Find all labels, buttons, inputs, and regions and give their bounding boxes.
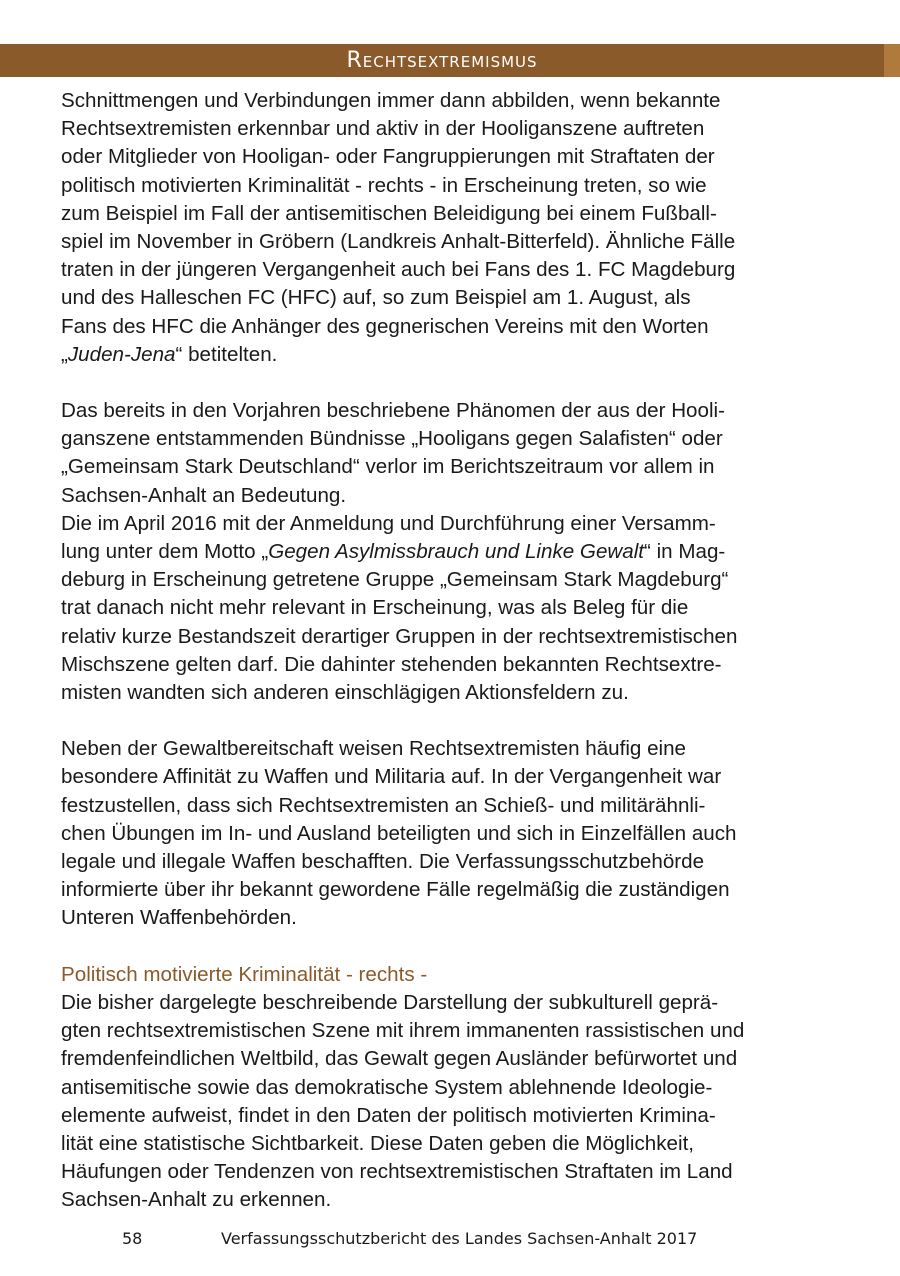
text-line: zum Beispiel im Fall der antisemitischen Beleidigung bei einem Fußball-	[61, 201, 717, 225]
text-line: chen Übungen im In- und Ausland beteiligten und sich in Einzelfällen auch	[61, 821, 737, 845]
text-line: lität eine statistische Sichtbarkeit. Diese Daten geben die Möglichkeit,	[61, 1131, 695, 1155]
text-line: Sachsen-Anhalt zu erkennen.	[61, 1188, 332, 1212]
text-line: spiel im November in Gröbern (Landkreis Anhalt-Bitterfeld). Ähnliche Fälle	[61, 230, 736, 254]
text-line: Unteren Waffenbehörden.	[61, 906, 297, 930]
paragraph-gap	[61, 707, 851, 735]
text-line: elemente aufweist, findet in den Daten der politisch motivierten Krimina-	[61, 1103, 716, 1127]
text-line: informierte über ihr bekannt gewordene Fälle regelmäßig die zuständigen	[61, 878, 730, 902]
section-header-bar	[0, 44, 884, 77]
text-line: Schnittmengen und Verbindungen immer dann abbilden, wenn bekannte	[61, 89, 721, 112]
text-line: festzustellen, dass sich Rechtsextremisten an Schieß- und militärähnli-	[61, 793, 706, 817]
text-line	[61, 538, 851, 566]
text-line: trat danach nicht mehr relevant in Erscheinung, was als Beleg für die	[61, 596, 689, 620]
text-line: Die im April 2016 mit der Anmeldung und Durchführung einer Versamm-	[61, 511, 716, 535]
text-line: legale und illegale Waffen beschafften. Die Verfassungsschutzbehörde	[61, 850, 705, 874]
header-edge-accent	[884, 44, 900, 77]
text-line: fremdenfeindlichen Weltbild, das Gewalt gegen Ausländer befürwortet und	[61, 1047, 738, 1071]
text-line	[61, 341, 851, 369]
text-line: Mischszene gelten darf. Die dahinter stehenden bekannten Rechtsextre-	[61, 652, 722, 676]
text-line: antisemitische sowie das demokratische System ablehnende Ideologie-	[61, 1075, 713, 1099]
text-line: Häufungen oder Tendenzen von rechtsextremistischen Straftaten im Land	[61, 1160, 733, 1184]
text-line: misten wandten sich anderen einschlägigen Aktionsfeldern zu.	[61, 681, 629, 705]
text-line: besondere Affinität zu Waffen und Militaria auf. In der Vergangenheit war	[61, 765, 722, 789]
text-line: Neben der Gewaltbereitschaft weisen Rechtsextremisten häufig eine	[61, 737, 687, 761]
paragraph-3	[61, 735, 851, 932]
line-start: lung unter dem Motto „	[61, 540, 269, 564]
quoted-phrase: Juden-Jena	[67, 342, 176, 366]
paragraph-1	[61, 87, 851, 369]
text-line: Rechtsextremisten erkennbar und aktiv in der Hooliganszene auftreten	[61, 117, 705, 141]
page-footer	[0, 1229, 900, 1253]
main-content	[61, 87, 851, 1215]
text-line: deburg in Erscheinung getretene Gruppe „Gemeinsam Stark Magdeburg“	[61, 568, 729, 592]
text-line: Fans des HFC die Anhänger des gegnerischen Vereins mit den Worten	[61, 314, 709, 338]
text-line: traten in der jüngeren Vergangenheit auch bei Fans des 1. FC Magdeburg	[61, 258, 736, 282]
paragraph-gap	[61, 933, 851, 961]
subheading: Politisch motivierte Kriminalität - rechts -	[61, 962, 428, 986]
text-line: oder Mitglieder von Hooligan- oder Fangruppierungen mit Straftaten der	[61, 145, 715, 169]
paragraph-2	[61, 397, 851, 707]
open-quote: „	[61, 342, 68, 366]
paragraph-gap	[61, 369, 851, 397]
text-line: Das bereits in den Vorjahren beschriebene Phänomen der aus der Hooli-	[61, 399, 725, 423]
text-line: Sachsen-Anhalt an Bedeutung.	[61, 483, 347, 507]
text-line: gten rechtsextremistischen Szene mit ihrem immanenten rassistischen und	[61, 1019, 745, 1043]
text-line: relativ kurze Bestandszeit derartiger Gruppen in der rechtsextremistischen	[61, 624, 738, 648]
line-end: “ betitelten.	[175, 342, 278, 366]
text-line: „Gemeinsam Stark Deutschland“ verlor im Berichtszeitraum vor allem in	[61, 455, 715, 479]
text-line: politisch motivierten Kriminalität - rechts - in Erscheinung treten, so wie	[61, 173, 707, 197]
section-title: Rechtsextremismus	[346, 48, 538, 73]
text-line: ganszene entstammenden Bündnisse „Hooligans gegen Salafisten“ oder	[61, 427, 723, 451]
text-line: Die bisher dargelegte beschreibende Darstellung der subkulturell geprä-	[61, 990, 719, 1014]
paragraph-4	[61, 989, 851, 1215]
text-line: und des Halleschen FC (HFC) auf, so zum Beispiel am 1. August, als	[61, 286, 691, 310]
quoted-phrase: Gegen Asylmissbrauch und Linke Gewalt	[268, 540, 645, 564]
footer-title: Verfassungsschutzbericht des Landes Sachsen-Anhalt 2017	[221, 1229, 698, 1248]
page-number: 58	[122, 1229, 143, 1248]
line-end: “ in Mag-	[644, 540, 726, 564]
